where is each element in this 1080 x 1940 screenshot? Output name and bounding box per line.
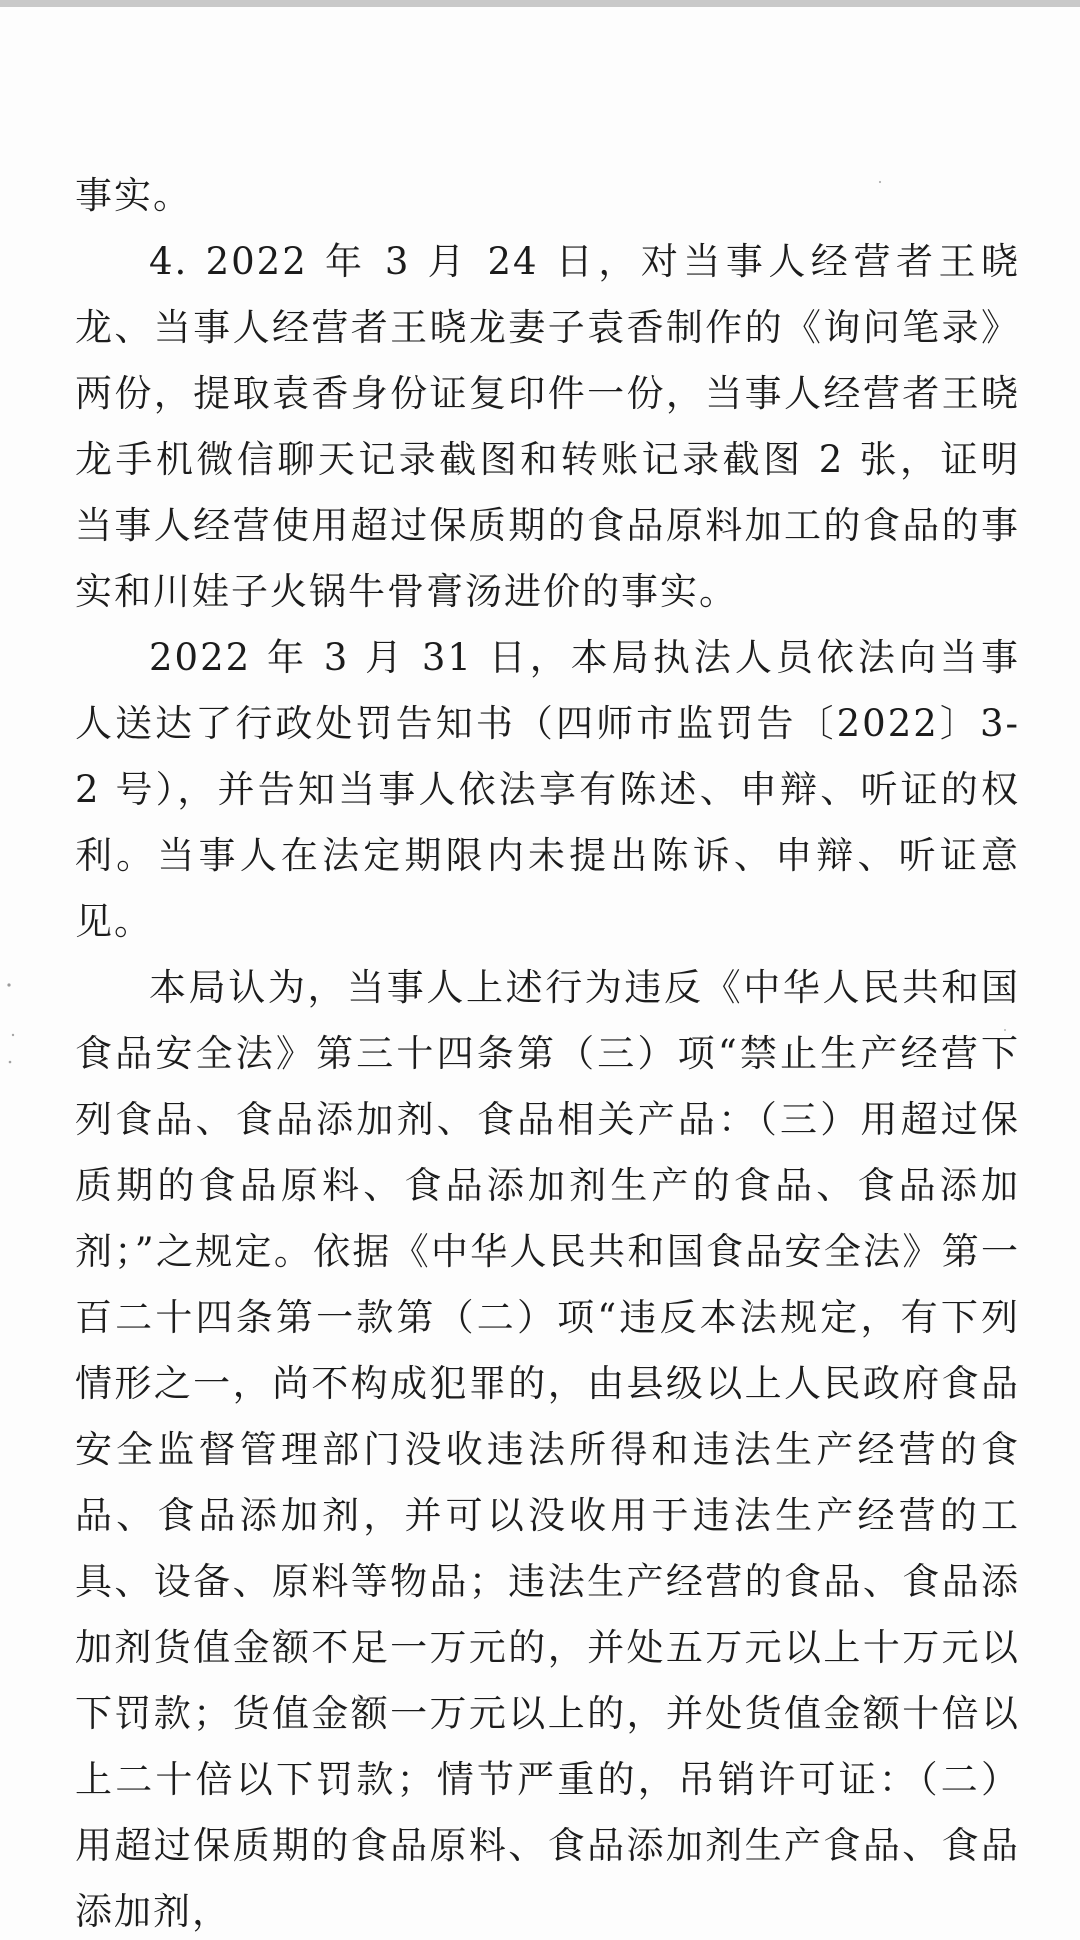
paragraph-evidence-item-4: 4. 2022 年 3 月 24 日，对当事人经营者王晓龙、当事人经营者王晓龙妻子袁香制作的《询问笔录》两份，提取袁香身份证复印件一份，当事人经营者王晓龙手机微信聊天记录截图和转账记录截图 2 张，证明当事人经营使用超过保质期的食品原料加工的食品的事实和川娃子火锅牛骨膏汤进价的事实。 <box>75 240 1020 613</box>
paragraph-notice-served: 2022 年 3 月 31 日，本局执法人员依法向当事人送达了行政处罚告知书（四师市监罚告〔2022〕3-2 号），并告知当事人依法享有陈述、申辩、听证的权利。当事人在法定期限内未提出陈诉、申辩、听证意见。 <box>75 636 1020 943</box>
paragraph-fact-end: 事实。 <box>75 174 192 217</box>
scan-top-edge <box>0 0 1080 7</box>
scan-speck <box>12 1034 14 1036</box>
scan-speck <box>9 1061 12 1064</box>
document-body <box>75 163 1020 1940</box>
paragraph-legal-basis: 本局认为，当事人上述行为违反《中华人民共和国食品安全法》第三十四条第（三）项“禁止生产经营下列食品、食品添加剂、食品相关产品：（三）用超过保质期的食品原料、食品添加剂生产的食品、食品添加剂；”之规定。依据《中华人民共和国食品安全法》第一百二十四条第一款第（二）项“违反本法规定，有下列情形之一，尚不构成犯罪的，由县级以上人民政府食品安全监督管理部门没收违法所得和违法生产经营的食品、食品添加剂，并可以没收用于违法生产经营的工具、设备、原料等物品；违法生产经营的食品、食品添加剂货值金额不足一万元的，并处五万元以上十万元以下罚款；货值金额一万元以上的，并处货值金额十倍以上二十倍以下罚款；情节严重的，吊销许可证：（二）用超过保质期的食品原料、食品添加剂生产食品、食品添加剂， <box>75 966 1020 1933</box>
scan-speck <box>7 983 10 986</box>
